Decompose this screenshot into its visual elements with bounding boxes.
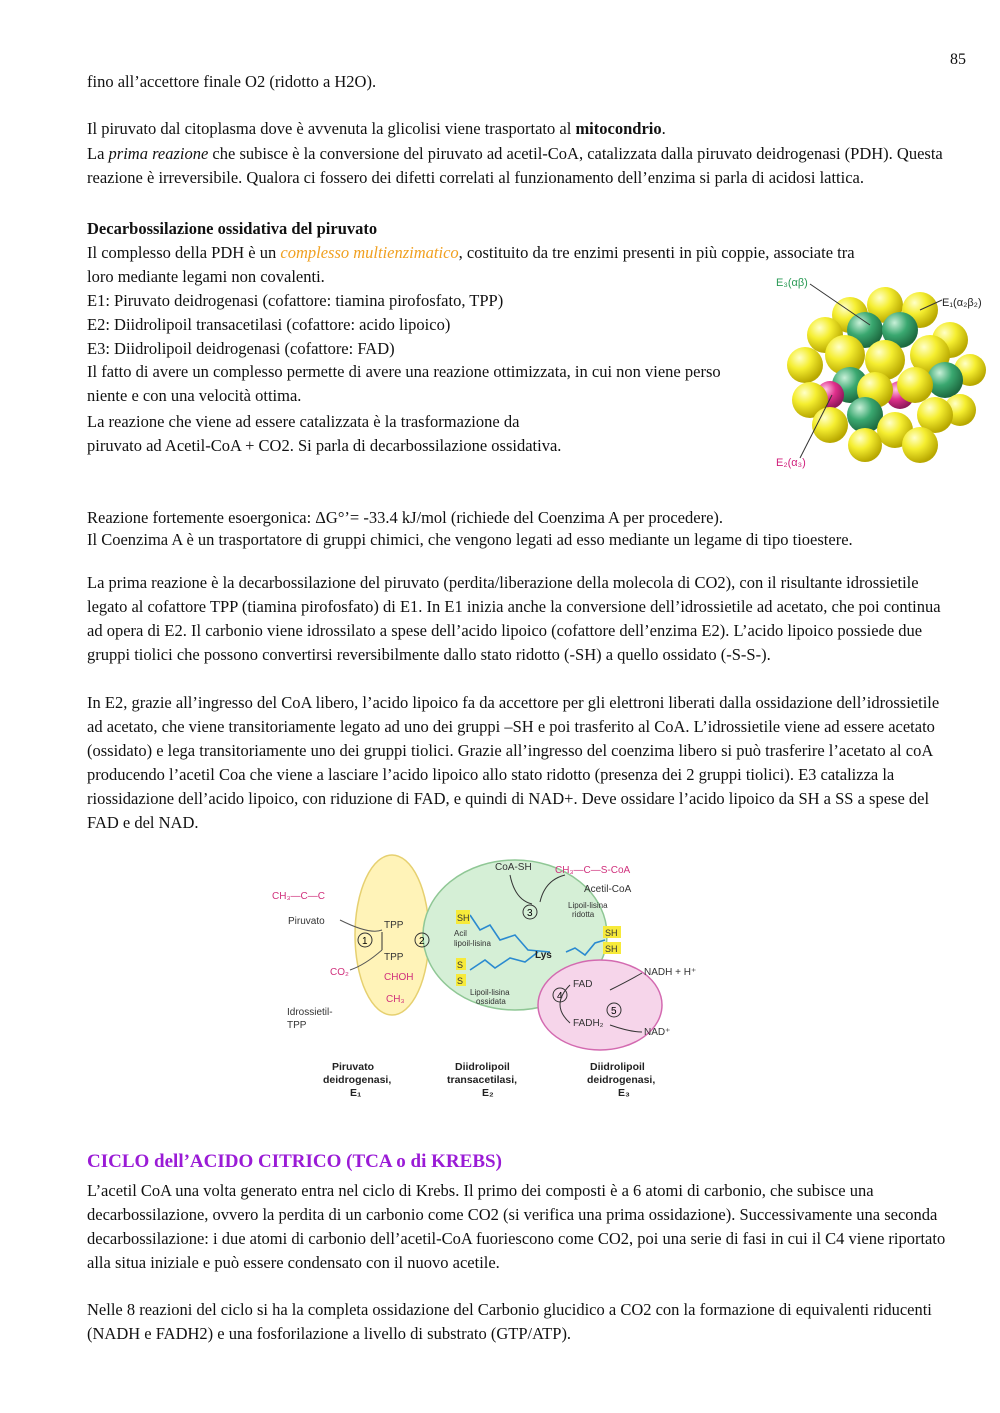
text: Il piruvato dal citoplasma dove è avvenuta la glicolisi viene trasportato al [87, 119, 576, 138]
co2-label: CO₂ [330, 967, 349, 978]
paragraph-mitocondrio [87, 117, 967, 141]
lipoil-ossidata-1: Lipoil-lisina [470, 988, 510, 997]
pdh-mechanism-diagram [270, 840, 730, 1110]
italic-prima-reazione: prima reazione [108, 144, 209, 163]
label-e3: E₃(αβ) [776, 277, 808, 289]
svg-text:3: 3 [527, 908, 533, 919]
text: La [87, 144, 109, 163]
lys-label: Lys [535, 950, 552, 961]
enz3-line3: E₃ [618, 1087, 630, 1099]
bold-mitocondrio: mitocondrio [575, 119, 662, 138]
enz1-line2: deidrogenasi, [323, 1074, 392, 1086]
ch3: CH₃ [386, 994, 405, 1005]
acil-label: Acil [454, 929, 467, 938]
svg-text:5: 5 [611, 1006, 617, 1017]
sh-acyl: SH [457, 913, 470, 923]
enz1-line1: Piruvato [332, 1061, 375, 1073]
fadh2-label: FADH₂ [573, 1018, 604, 1029]
coa-sh-label: CoA-SH [495, 862, 532, 873]
acetyl-coa-label: Acetil-CoA [584, 884, 632, 895]
e1-region [355, 855, 429, 1015]
pyruvate-formula: CH₃—C—C [272, 891, 325, 902]
svg-text:2: 2 [419, 936, 425, 947]
enz2-line3: E₂ [482, 1087, 494, 1099]
sh-reduced-1: SH [605, 928, 618, 938]
nad-label: NAD⁺ [644, 1027, 671, 1038]
lipoil-ossidata-2: ossidata [476, 997, 506, 1006]
text: . [661, 119, 666, 138]
paragraph-pdh-cont: loro mediante legami non covalenti. [87, 267, 325, 286]
enz2-line1: Diidrolipoil [455, 1061, 510, 1073]
pdh-complex-figure [770, 270, 995, 480]
enz3-line2: deidrogenasi, [587, 1074, 656, 1086]
paragraph-reazione: La reazione che viene ad essere catalizzata è la trasformazione da piruvato ad Acetil-CoA + CO2. Si parla di decarbossilazione ossidativa. [87, 412, 562, 455]
idrossietil-label: Idrossietil- [287, 1007, 333, 1018]
label-e2: E₂(α₃) [776, 457, 806, 469]
lipoil-ridotta-1: Lipoil-lisina [568, 901, 608, 910]
enz1-line3: E₁ [350, 1087, 362, 1099]
s-top: S [457, 960, 464, 970]
text: , costituito da tre enzimi presenti in più coppie, associate tra [458, 243, 855, 262]
enzyme-e2: E2: Diidrolipoil transacetilasi (cofattore: acido lipoico) [87, 315, 451, 334]
section-title-krebs: CICLO dell’ACIDO CITRICO (TCA o di KREBS) [87, 1151, 502, 1172]
fad-label: FAD [573, 979, 593, 990]
acetyl-coa-formula: CH₃—C—S-CoA [555, 865, 631, 876]
enz3-line1: Diidrolipoil [590, 1061, 645, 1073]
page-number: 85 [950, 51, 966, 68]
lipoil-ridotta-2: ridotta [572, 910, 595, 919]
paragraph-prima-decarbossilazione: La prima reazione è la decarbossilazione del piruvato (perdita/liberazione della molecola di CO2), con il risultante idrossietile legato al cofattore TPP (tiamina pirofosfato) di E1. In E1 inizia anche la conversione dell’idrossietile ad acetato, che poi continua ad opera di E2. Il carbonio viene idrossilato a spese dell’acido lipoico (cofattore dell’enzima E2). L’acido lipoico possiede due gruppi tiolici che possono convertirsi reversibilmente dallo stato ridotto (-SH) a quello ossidato (-S-S-). [87, 573, 941, 664]
enz2-line2: transacetilasi, [447, 1074, 518, 1086]
s-bottom: S [457, 976, 464, 986]
paragraph-e2-meccanismo: In E2, grazie all’ingresso del CoA libero, l’acido lipoico fa da accettore per gli elettroni liberati dalla ossidazione dell’idrossietile ad acetato, che viene transitoriamente legato ad uno dei gruppi –SH e poi trasferito al CoA. L’idrossietile viene ad essere acetato (ossidato) e lega transitoriamente uno dei gruppi tiolici. Grazie all’ingresso del coenzima libero si può trasferire l’acetato al coA producendo l’acetil Coa che viene a lasciare l’acido lipoico allo stato ridotto (presenza dei 2 gruppi tiolici). E3 catalizza la riossidazione dell’acido lipoico, con riduzione di FAD, e quindi di NAD+. Deve ossidare l’acido lipoico da SH a SS a spese del FAD e del NAD. [87, 693, 940, 832]
paragraph-coenzima: Il Coenzima A è un trasportatore di gruppi chimici, che vengono legati ad esso mediante un legame di tipo tioestere. [87, 530, 853, 549]
enzyme-e3: E3: Diidrolipoil deidrogenasi (cofattore: FAD) [87, 339, 395, 358]
highlight-complesso: complesso multienzimatico [280, 243, 459, 262]
paragraph-pdh [87, 241, 967, 265]
paragraph-complesso: Il fatto di avere un complesso permette di avere una reazione ottimizzata, in cui non viene perso niente e con una velocità ottima. [87, 362, 721, 405]
choh: CHOH [384, 972, 414, 983]
sh-reduced-2: SH [605, 944, 618, 954]
paragraph-prima-reazione [87, 142, 967, 190]
svg-text:4: 4 [557, 991, 563, 1002]
tpp-top: TPP [384, 920, 404, 931]
acil-lipoil-label: lipoil-lisina [454, 939, 491, 948]
paragraph-accettore: fino all’accettore finale O2 (ridotto a H2O). [87, 72, 377, 91]
text: Il complesso della PDH è un [87, 243, 281, 262]
svg-text:1: 1 [362, 936, 368, 947]
label-e1: E₁(α₂β₂) [942, 297, 982, 309]
paragraph-krebs-1: L’acetil CoA una volta generato entra nel ciclo di Krebs. Il primo dei composti è a 6 atomi di carbonio, che subisce una decarbossilazione, ovvero la perdita di un carbonio come CO2 (si verifica una prima ossidazione). Successivamente una seconda decarbossilazione: i due atomi di carbonio dell’acetil-CoA fuoriescono come CO2, poi una serie di fasi in cui il C4 viene riportato alla situa iniziale e può essere condensato con il nuovo acetile. [87, 1181, 946, 1272]
tpp-bottom: TPP [384, 952, 404, 963]
idrossietil-tpp-label: TPP [287, 1020, 307, 1031]
text: che subisce è la conversione del piruvato ad acetil-CoA, catalizzata dalla piruvato deidrogenasi (PDH). Questa reazione è irreversibile. Qualora ci fossero dei difetti correlati al funzionamento dell’enzima si parla di acidosi lattica. [87, 144, 943, 187]
sub-heading: Decarbossilazione ossidativa del piruvato [87, 219, 378, 238]
sphere-cluster [787, 287, 986, 463]
paragraph-esoergonica: Reazione fortemente esoergonica: ΔG°’= -33.4 kJ/mol (richiede del Coenzima A per procedere). [87, 508, 724, 527]
paragraph-krebs-2: Nelle 8 reazioni del ciclo si ha la completa ossidazione del Carbonio glucidico a CO2 con la formazione di equivalenti riducenti (NADH e FADH2) e una fosforilazione a livello di substrato (GTP/ATP). [87, 1300, 932, 1343]
pyruvate-label: Piruvato [288, 916, 325, 927]
enzyme-e1: E1: Piruvato deidrogenasi (cofattore: tiamina pirofosfato, TPP) [87, 291, 504, 310]
nadh-label: NADH + H⁺ [644, 967, 697, 978]
